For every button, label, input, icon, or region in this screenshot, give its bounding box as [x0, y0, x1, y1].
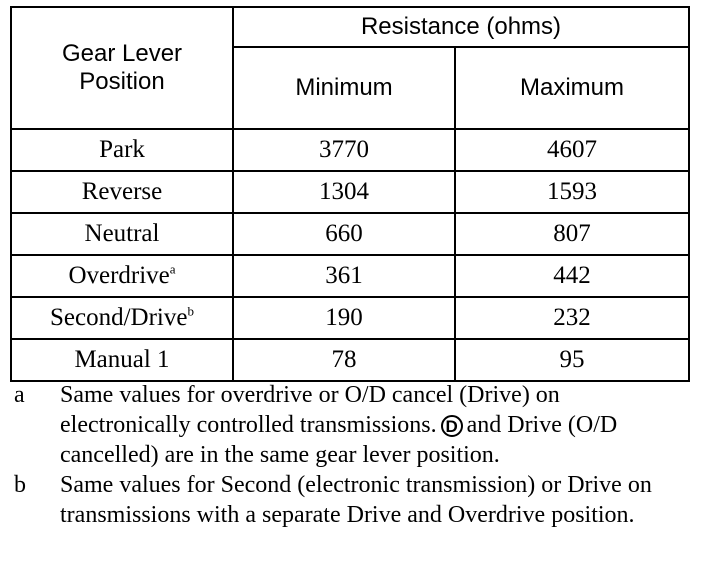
- circled-d-icon: D: [441, 415, 463, 437]
- cell-maximum: 807: [455, 213, 689, 255]
- footnote-a: [14, 380, 684, 470]
- cell-minimum: 3770: [233, 129, 455, 171]
- cell-position: Park: [11, 129, 233, 171]
- cell-minimum: 361: [233, 255, 455, 297]
- table-row: [11, 129, 689, 171]
- footnote-b: [14, 470, 684, 530]
- header-gear-lever-position: Gear Lever Position: [11, 7, 233, 129]
- footnote-text: Same values for overdrive or O/D cancel (Drive) on electronically controlled transmissions. D and Drive (O/D cancelled) are in the same gear lever position.: [60, 382, 618, 468]
- table-row: [11, 255, 689, 297]
- cell-maximum: 442: [455, 255, 689, 297]
- cell-maximum: 1593: [455, 171, 689, 213]
- header-maximum: Maximum: [455, 47, 689, 129]
- table-row: [11, 297, 689, 339]
- footnotes: [14, 380, 684, 530]
- cell-position: Second/Drive$^b$: [11, 297, 233, 339]
- cell-maximum: 4607: [455, 129, 689, 171]
- cell-minimum: 190: [233, 297, 455, 339]
- header-resistance: Resistance (ohms): [233, 7, 689, 47]
- footnote-text: Same values for Second (electronic transmission) or Drive on transmissions with a separate Drive and Overdrive position.: [60, 472, 652, 528]
- cell-position: Overdrive$^a$: [11, 255, 233, 297]
- footnote-marker: b: [187, 303, 194, 319]
- resistance-table-container: [10, 6, 688, 382]
- cell-minimum: 1304: [233, 171, 455, 213]
- footnote-marker: a: [169, 261, 176, 277]
- cell-maximum: 232: [455, 297, 689, 339]
- table-row: [11, 171, 689, 213]
- table-row: [11, 339, 689, 381]
- footnote-key: b: [14, 472, 26, 498]
- footnote-key: a: [14, 382, 25, 408]
- cell-maximum: 95: [455, 339, 689, 381]
- cell-position: Reverse: [11, 171, 233, 213]
- resistance-table: [10, 6, 690, 382]
- cell-position: Neutral: [11, 213, 233, 255]
- cell-position: Manual 1: [11, 339, 233, 381]
- cell-minimum: 660: [233, 213, 455, 255]
- cell-minimum: 78: [233, 339, 455, 381]
- header-minimum: Minimum: [233, 47, 455, 129]
- table-row: [11, 213, 689, 255]
